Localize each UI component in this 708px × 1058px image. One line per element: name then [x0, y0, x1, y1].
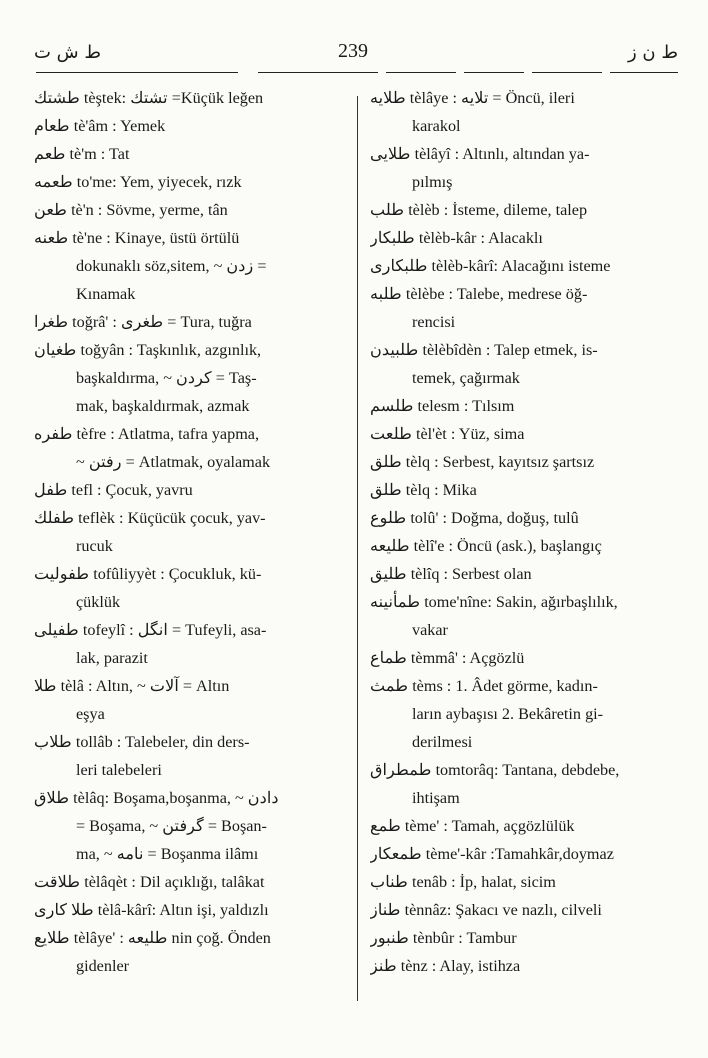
- dictionary-entry: [370, 644, 670, 672]
- entry-headword-line: طفوليت tofûliyyèt : Çocukluk, kü-: [34, 565, 262, 583]
- dictionary-entry: [370, 84, 670, 140]
- dictionary-entry: [34, 784, 324, 868]
- dictionary-entry: [34, 84, 324, 112]
- entry-continuation-line: = Boşama, ~ گرفتن = Boşan-: [76, 817, 267, 835]
- entry-continuation-line: başkaldırma, ~ كردن = Taş-: [76, 369, 257, 387]
- dictionary-entry: [34, 112, 324, 140]
- entry-headword-line: طلبكار tèlèb-kâr : Alacaklı: [370, 229, 543, 247]
- entry-continuation-line: leri talebeleri: [76, 761, 162, 779]
- entry-headword-line: طفلك teflèk : Küçücük çocuk, yav-: [34, 509, 266, 527]
- page-header: [28, 38, 678, 78]
- entry-headword-line: طعام tè'âm : Yemek: [34, 117, 166, 135]
- entry-headword-line: طماع tèmmâ' : Açgözlü: [370, 649, 525, 667]
- entry-headword-line: طليعه tèlî'e : Öncü (ask.), başlangıç: [370, 537, 602, 555]
- entry-headword-line: طلق tèlq : Mika: [370, 481, 477, 499]
- entry-headword-line: طمطراق tomtorâq: Tantana, debdebe,: [370, 761, 620, 779]
- entry-headword-line: طلبكارى tèlèb-kârî: Alacağını isteme: [370, 257, 611, 275]
- dictionary-entry: [370, 420, 670, 448]
- entry-continuation-line: dokunaklı söz,sitem, ~ زدن =: [76, 257, 267, 275]
- dictionary-entry: [34, 308, 324, 336]
- entry-headword-line: طناز tènnâz: Şakacı ve nazlı, cilveli: [370, 901, 602, 919]
- dictionary-entry: [34, 476, 324, 504]
- dictionary-entry: [34, 196, 324, 224]
- header-right-letters: ط ن ز: [627, 42, 678, 63]
- dictionary-entry: [34, 924, 324, 980]
- entry-continuation-line: pılmış: [412, 173, 453, 191]
- dictionary-entry: [370, 812, 670, 840]
- dictionary-entry: [370, 252, 670, 280]
- entry-headword-line: طلا tèlâ : Altın, ~ آلات = Altın: [34, 677, 230, 695]
- entry-headword-line: طمعكار tème'-kâr :Tamahkâr,doymaz: [370, 845, 614, 863]
- entry-continuation-line: ların aybaşısı 2. Bekâretin gi-: [412, 705, 604, 723]
- entry-headword-line: طناب tenâb : İp, halat, sicim: [370, 873, 556, 891]
- column-divider: [357, 96, 358, 1001]
- dictionary-entry: [370, 140, 670, 196]
- entry-headword-line: طلايع tèlâye' : طليعه nin çoğ. Önden: [34, 929, 271, 947]
- dictionary-entry: [34, 896, 324, 924]
- entry-headword-line: طلبيدن tèlèbîdèn : Talep etmek, is-: [370, 341, 598, 359]
- entry-continuation-line: Kınamak: [76, 285, 136, 303]
- entry-continuation-line: eşya: [76, 705, 105, 723]
- dictionary-entry: [370, 196, 670, 224]
- entry-headword-line: طلايى tèlâyî : Altınlı, altından ya-: [370, 145, 590, 163]
- dictionary-entry: [34, 140, 324, 168]
- entry-headword-line: طشتك tèştek: تشتك =Küçük leğen: [34, 89, 264, 107]
- entry-headword-line: طمأنينه tome'nîne: Sakin, ağırbaşlılık,: [370, 593, 618, 611]
- entry-headword-line: طعم tè'm : Tat: [34, 145, 130, 163]
- entry-headword-line: طغيان toğyân : Taşkınlık, azgınlık,: [34, 341, 262, 359]
- dictionary-entry: [34, 504, 324, 560]
- entry-headword-line: طلاق tèlâq: Boşama,boşanma, ~ دادن: [34, 789, 279, 807]
- dictionary-entry: [370, 588, 670, 644]
- entry-continuation-line: mak, başkaldırmak, azmak: [76, 397, 250, 415]
- dictionary-entry: [370, 952, 670, 980]
- left-column: [34, 84, 324, 980]
- header-rule: [28, 72, 678, 74]
- dictionary-entry: [34, 560, 324, 616]
- entry-continuation-line: derilmesi: [412, 733, 473, 751]
- entry-headword-line: طفره tèfre : Atlatma, tafra yapma,: [34, 425, 260, 443]
- entry-continuation-line: ~ رفتن = Atlatmak, oyalamak: [76, 453, 271, 471]
- dictionary-entry: [370, 672, 670, 756]
- entry-continuation-line: temek, çağırmak: [412, 369, 520, 387]
- dictionary-entry: [370, 504, 670, 532]
- entry-headword-line: طلق tèlq : Serbest, kayıtsız şartsız: [370, 453, 595, 471]
- entry-headword-line: طفل tefl : Çocuk, yavru: [34, 481, 193, 499]
- entry-headword-line: طلا كارى tèlâ-kârî: Altın işi, yaldızlı: [34, 901, 269, 919]
- entry-continuation-line: lak, parazit: [76, 649, 148, 667]
- dictionary-entry: [370, 560, 670, 588]
- entry-headword-line: طلاب tollâb : Talebeler, din ders-: [34, 733, 250, 751]
- entry-headword-line: طنز tènz : Alay, istihza: [370, 957, 521, 975]
- entry-continuation-line: rencisi: [412, 313, 456, 331]
- entry-headword-line: طلوع tolû' : Doğma, doğuş, tulû: [370, 509, 579, 527]
- dictionary-entry: [370, 280, 670, 336]
- dictionary-entry: [370, 224, 670, 252]
- page-number: 239: [338, 40, 368, 62]
- dictionary-entry: [34, 420, 324, 476]
- right-column: [370, 84, 670, 980]
- entry-headword-line: طمث tèms : 1. Âdet görme, kadın-: [370, 677, 598, 695]
- entry-continuation-line: vakar: [412, 621, 448, 639]
- dictionary-entry: [370, 336, 670, 392]
- entry-continuation-line: karakol: [412, 117, 461, 135]
- entry-headword-line: طغرا toğrâ' : طغرى = Tura, tuğra: [34, 313, 252, 331]
- dictionary-entry: [370, 392, 670, 420]
- entry-headword-line: طلسم telesm : Tılsım: [370, 397, 515, 415]
- entry-headword-line: طعمه to'me: Yem, yiyecek, rızk: [34, 173, 242, 191]
- dictionary-entry: [370, 756, 670, 812]
- dictionary-entry: [34, 728, 324, 784]
- entry-continuation-line: gidenler: [76, 957, 130, 975]
- dictionary-entry: [370, 868, 670, 896]
- dictionary-entry: [34, 336, 324, 420]
- header-left-letters: ط ش ت: [34, 42, 102, 63]
- entry-headword-line: طعن tè'n : Sövme, yerme, tân: [34, 201, 228, 219]
- dictionary-entry: [370, 448, 670, 476]
- entry-headword-line: طنبور tènbûr : Tambur: [370, 929, 517, 947]
- entry-headword-line: طلب tèlèb : İsteme, dileme, talep: [370, 201, 588, 219]
- dictionary-entry: [370, 476, 670, 504]
- entry-headword-line: طمع tème' : Tamah, açgözlülük: [370, 817, 575, 835]
- dictionary-entry: [34, 224, 324, 308]
- entry-headword-line: طفيلى tofeylî : انگل = Tufeyli, asa-: [34, 621, 267, 639]
- dictionary-entry: [34, 168, 324, 196]
- entry-headword-line: طلاقت tèlâqèt : Dil açıklığı, talâkat: [34, 873, 265, 891]
- entry-headword-line: طلايه tèlâye : تلايه = Öncü, ileri: [370, 89, 575, 107]
- dictionary-entry: [370, 896, 670, 924]
- entry-headword-line: طليق tèlîq : Serbest olan: [370, 565, 532, 583]
- dictionary-entry: [370, 840, 670, 868]
- entry-continuation-line: ihtişam: [412, 789, 460, 807]
- dictionary-entry: [34, 868, 324, 896]
- entry-continuation-line: çüklük: [76, 593, 121, 611]
- entry-headword-line: طلعت tèl'èt : Yüz, sima: [370, 425, 525, 443]
- dictionary-entry: [34, 616, 324, 672]
- entry-continuation-line: ma, ~ نامه = Boşanma ilâmı: [76, 845, 259, 863]
- entry-headword-line: طعنه tè'ne : Kinaye, üstü örtülü: [34, 229, 240, 247]
- entry-headword-line: طلبه tèlèbe : Talebe, medrese öğ-: [370, 285, 588, 303]
- dictionary-entry: [370, 532, 670, 560]
- entry-continuation-line: rucuk: [76, 537, 113, 555]
- dictionary-entry: [34, 672, 324, 728]
- dictionary-entry: [370, 924, 670, 952]
